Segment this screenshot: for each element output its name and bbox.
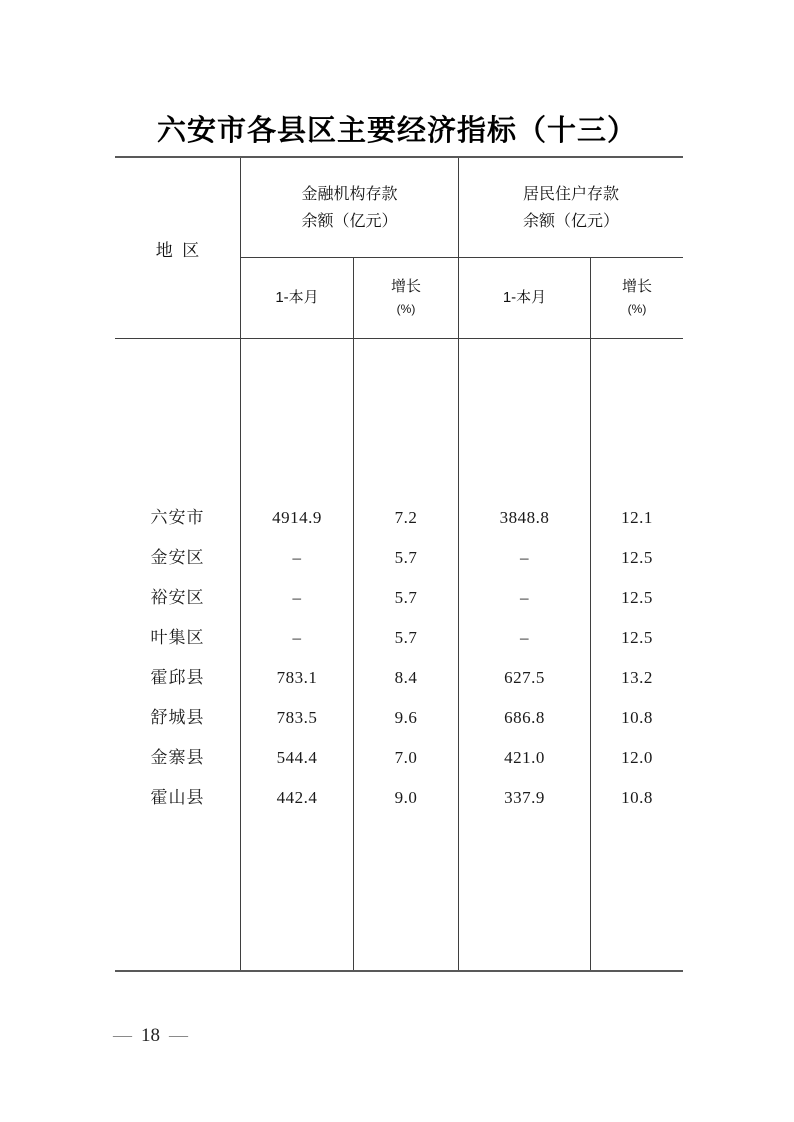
value-cell: 783.5 <box>276 708 318 727</box>
value-cell: 544.4 <box>276 748 318 767</box>
value-cell: 7.2 <box>394 508 418 527</box>
economic-indicators-table <box>115 156 683 972</box>
value-cell: 5.7 <box>394 548 418 567</box>
value-column-3 <box>591 339 683 970</box>
group-header-line: 余额（亿元） <box>301 212 398 230</box>
value-cell: 12.5 <box>621 548 653 567</box>
value-cell: – <box>292 588 302 607</box>
subheader-household-growth <box>591 258 683 339</box>
subheader-household-month <box>459 258 591 339</box>
region-cell: 六安市 <box>150 508 205 527</box>
value-cell: 337.9 <box>504 788 545 807</box>
group-header-household-deposits <box>459 158 683 258</box>
region-column <box>115 339 241 970</box>
region-cell: 金安区 <box>150 548 205 567</box>
footer-dash-right: — <box>169 1025 188 1046</box>
value-column-1 <box>354 339 459 970</box>
region-cell: 霍山县 <box>150 788 205 807</box>
value-column-2 <box>459 339 591 970</box>
value-cell: 12.1 <box>621 508 653 527</box>
page-title: 六安市各县区主要经济指标（十三） <box>156 115 637 147</box>
value-cell: – <box>520 628 529 647</box>
group-header-line: 金融机构存款 <box>301 185 398 203</box>
subheader-unit: (%) <box>396 302 416 316</box>
value-cell: 5.7 <box>394 588 418 607</box>
value-cell: 442.4 <box>276 788 318 807</box>
value-cell: 421.0 <box>504 748 545 767</box>
subheader-unit: (%) <box>627 302 647 316</box>
value-cell: 3848.8 <box>499 508 550 527</box>
region-cell: 金寨县 <box>150 748 205 767</box>
subheader-line: 1-本月 <box>502 289 547 306</box>
region-header-cell: 地 区 <box>115 158 241 339</box>
page-footer <box>113 1025 188 1047</box>
footer-dash-left: — <box>113 1025 132 1046</box>
subheader-financial-growth <box>354 258 459 339</box>
value-cell: 9.0 <box>394 788 418 807</box>
value-cell: 12.5 <box>621 628 653 647</box>
value-cell: – <box>292 628 302 647</box>
region-cell: 裕安区 <box>150 588 205 607</box>
subheader-line: 增长 <box>621 278 652 295</box>
page-number: 18 <box>141 1025 160 1046</box>
value-cell: 5.7 <box>394 628 418 647</box>
group-header-financial-deposits <box>241 158 459 258</box>
value-cell: – <box>292 548 302 567</box>
value-cell: 12.0 <box>621 748 653 767</box>
region-cell: 霍邱县 <box>150 668 205 687</box>
value-column-0 <box>241 339 354 970</box>
group-header-line: 居民住户存款 <box>522 185 619 203</box>
value-cell: 783.1 <box>276 668 318 687</box>
value-cell: 13.2 <box>621 668 653 687</box>
value-cell: 10.8 <box>621 788 653 807</box>
value-cell: – <box>520 548 529 567</box>
value-cell: 8.4 <box>394 668 418 687</box>
subheader-line: 1-本月 <box>275 289 319 306</box>
value-cell: 7.0 <box>394 748 418 767</box>
subheader-line: 增长 <box>390 278 421 295</box>
value-cell: 4914.9 <box>272 508 322 527</box>
group-header-line: 余额（亿元） <box>522 212 619 230</box>
value-cell: 9.6 <box>394 708 418 727</box>
value-cell: – <box>520 588 529 607</box>
region-cell: 叶集区 <box>150 628 205 647</box>
region-cell: 舒城县 <box>150 708 205 727</box>
value-cell: 686.8 <box>504 708 545 727</box>
subheader-financial-month <box>241 258 354 339</box>
value-cell: 10.8 <box>621 708 653 727</box>
value-cell: 12.5 <box>621 588 653 607</box>
value-cell: 627.5 <box>504 668 545 687</box>
